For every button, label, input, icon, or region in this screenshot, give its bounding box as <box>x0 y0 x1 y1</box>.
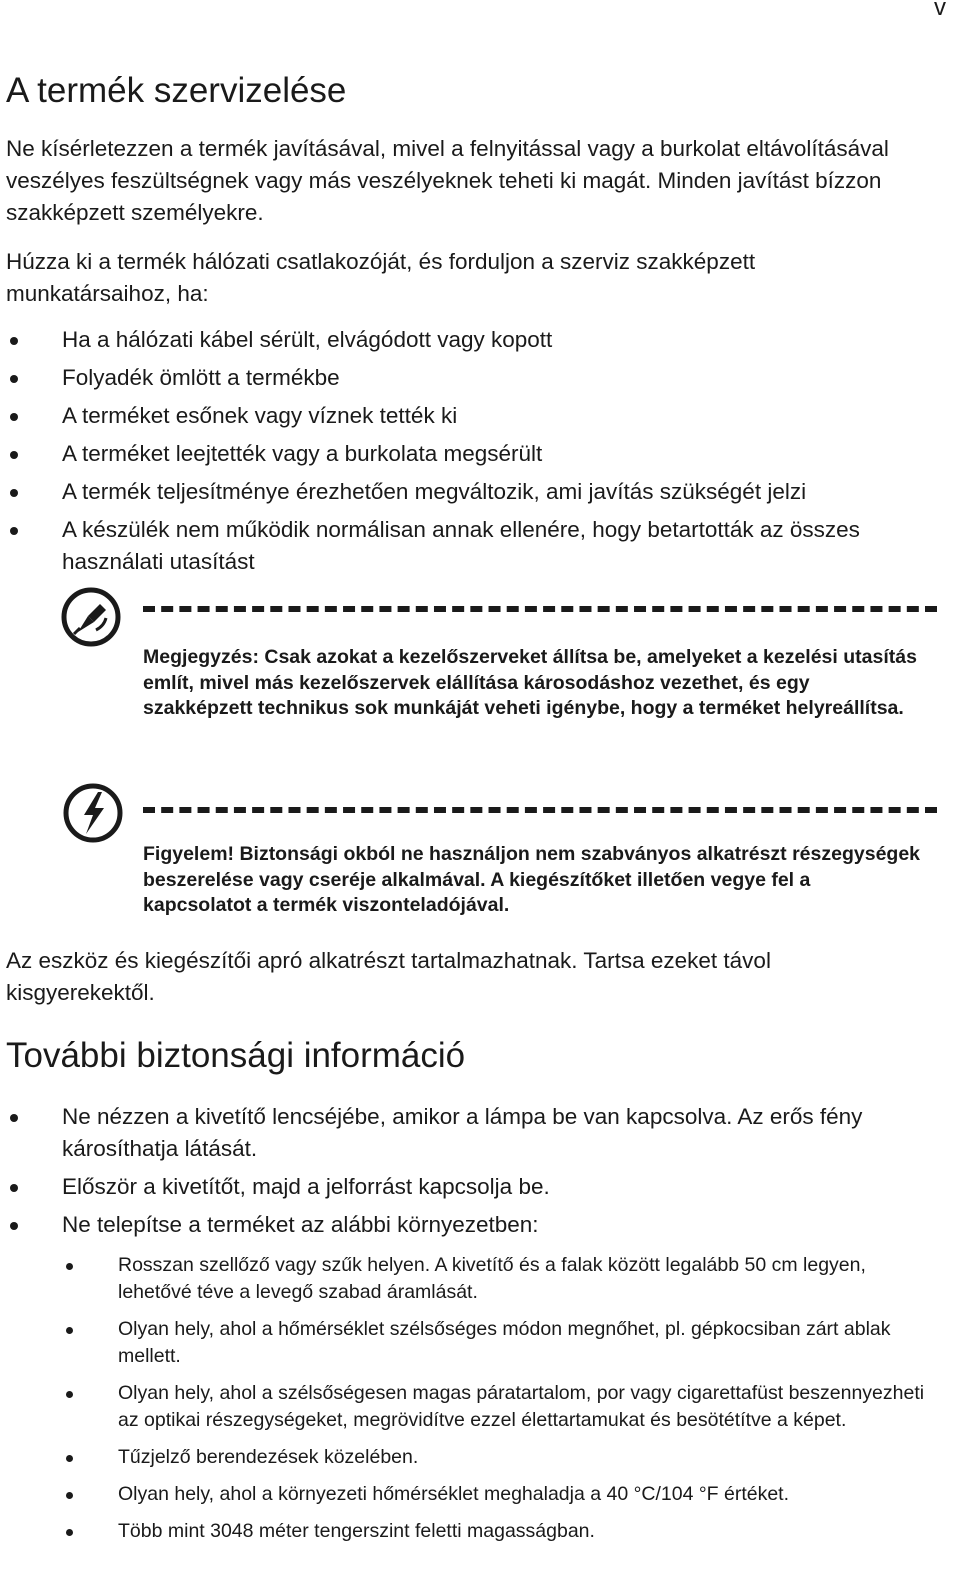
warning-divider <box>143 807 937 813</box>
environment-sub-list <box>62 1252 942 1545</box>
bullet-icon <box>10 337 18 345</box>
list-item <box>6 400 906 432</box>
page-number: v <box>934 0 946 21</box>
sub-list-item <box>62 1252 942 1306</box>
service-bullet-list <box>6 324 906 584</box>
list-item-text: A termék teljesítménye érezhetően megváltozik, ami javítás szükségét jelzi <box>62 479 807 504</box>
bullet-icon <box>10 1222 18 1230</box>
bullet-icon <box>66 1391 73 1398</box>
list-item-text: Ne telepítse a terméket az alábbi környezetben: <box>62 1212 539 1237</box>
bullet-icon <box>10 527 18 535</box>
list-item <box>6 1101 906 1165</box>
sub-list-item-text: Rosszan szellőző vagy szűk helyen. A kivetítő és a falak között legalább 50 cm legyen, lehetővé téve a levegő szabad áramlását. <box>118 1254 866 1303</box>
bullet-icon <box>10 375 18 383</box>
sub-list-item-text: Tűzjelző berendezések közelében. <box>118 1446 419 1468</box>
list-item-text: Ha a hálózati kábel sérült, elvágódott vagy kopott <box>62 327 553 352</box>
sub-list-item <box>62 1481 942 1508</box>
bullet-icon <box>10 451 18 459</box>
bullet-icon <box>10 1114 18 1122</box>
list-item <box>6 324 906 356</box>
note-text: Megjegyzés: Csak azokat a kezelőszerveket állítsa be, amelyeket a kezelési utasítás említ, mivel más kezelőszervek elállítása károsodáshoz vezethet, és egy szakképzett technikus sok munkáját veheti igénybe, hogy a terméket helyreállítsa. <box>143 646 917 719</box>
sub-list-item <box>62 1380 942 1434</box>
sub-list-item-text: Több mint 3048 méter tengerszint feletti magasságban. <box>118 1520 595 1542</box>
service-paragraph-2: Húzza ki a termék hálózati csatlakozóját, és forduljon a szerviz szakképzett munkatársaihoz, ha: <box>6 249 756 306</box>
list-item <box>6 1171 906 1203</box>
section-heading-service: A termék szervizelése <box>6 71 347 110</box>
bullet-icon <box>10 489 18 497</box>
section-heading-safety: További biztonsági információ <box>6 1036 466 1075</box>
list-item-text: A készülék nem működik normálisan annak ellenére, hogy betartották az összes használati utasítást <box>62 517 860 574</box>
list-item <box>6 362 906 394</box>
list-item-text: Először a kivetítőt, majd a jelforrást kapcsolja be. <box>62 1174 550 1199</box>
bullet-icon <box>66 1492 73 1499</box>
sub-list-item <box>62 1444 942 1471</box>
bullet-icon <box>66 1263 73 1270</box>
service-paragraph-1: Ne kísérletezzen a termék javításával, mivel a felnyitással vagy a burkolat eltávolításával veszélyes feszültségnek vagy más veszélyeknek teheti ki magát. Minden javítást bízzon szakképzett személyekre. <box>6 136 889 225</box>
safety-bullet-list <box>6 1101 906 1247</box>
warning-text: Figyelem! Biztonsági okból ne használjon nem szabványos alkatrészt részegységek beszerelése vagy cseréje alkalmával. A kiegészítőket illetően vegye fel a kapcsolatot a termék viszonteladójával. <box>143 843 921 916</box>
sub-list-item <box>62 1316 942 1370</box>
list-item-text: A terméket esőnek vagy víznek tették ki <box>62 403 458 428</box>
sub-list-item <box>62 1518 942 1545</box>
sub-list-item-text: Olyan hely, ahol a szélsőségesen magas páratartalom, por vagy cigarettafüst beszennyezheti az optikai részegységeket, megrövidítve ezzel élettartamukat és besötétítve a képet. <box>118 1382 925 1431</box>
sub-list-item-text: Olyan hely, ahol a hőmérséklet szélsőséges módon megnőhet, pl. gépkocsiban zárt ablak mellett. <box>118 1318 891 1367</box>
list-item-text: Folyadék ömlött a termékbe <box>62 365 340 390</box>
list-item <box>6 514 906 578</box>
bullet-icon <box>66 1529 73 1536</box>
list-item <box>6 1209 906 1241</box>
list-item-text: Ne nézzen a kivetítő lencséjébe, amikor a lámpa be van kapcsolva. Az erős fény károsíthatja látását. <box>62 1104 863 1161</box>
note-pen-icon <box>60 586 122 653</box>
sub-list-item-text: Olyan hely, ahol a környezeti hőmérséklet meghaladja a 40 °C/104 °F értéket. <box>118 1483 790 1505</box>
small-parts-paragraph: Az eszköz és kiegészítői apró alkatrészt tartalmazhatnak. Tartsa ezeket távol kisgyerekektől. <box>6 948 771 1005</box>
list-item <box>6 476 906 508</box>
bullet-icon <box>66 1455 73 1462</box>
lightning-warning-icon <box>62 782 124 849</box>
note-divider <box>143 606 937 612</box>
bullet-icon <box>66 1327 73 1334</box>
bullet-icon <box>10 413 18 421</box>
list-item-text: A terméket leejtették vagy a burkolata megsérült <box>62 441 543 466</box>
bullet-icon <box>10 1184 18 1192</box>
list-item <box>6 438 906 470</box>
